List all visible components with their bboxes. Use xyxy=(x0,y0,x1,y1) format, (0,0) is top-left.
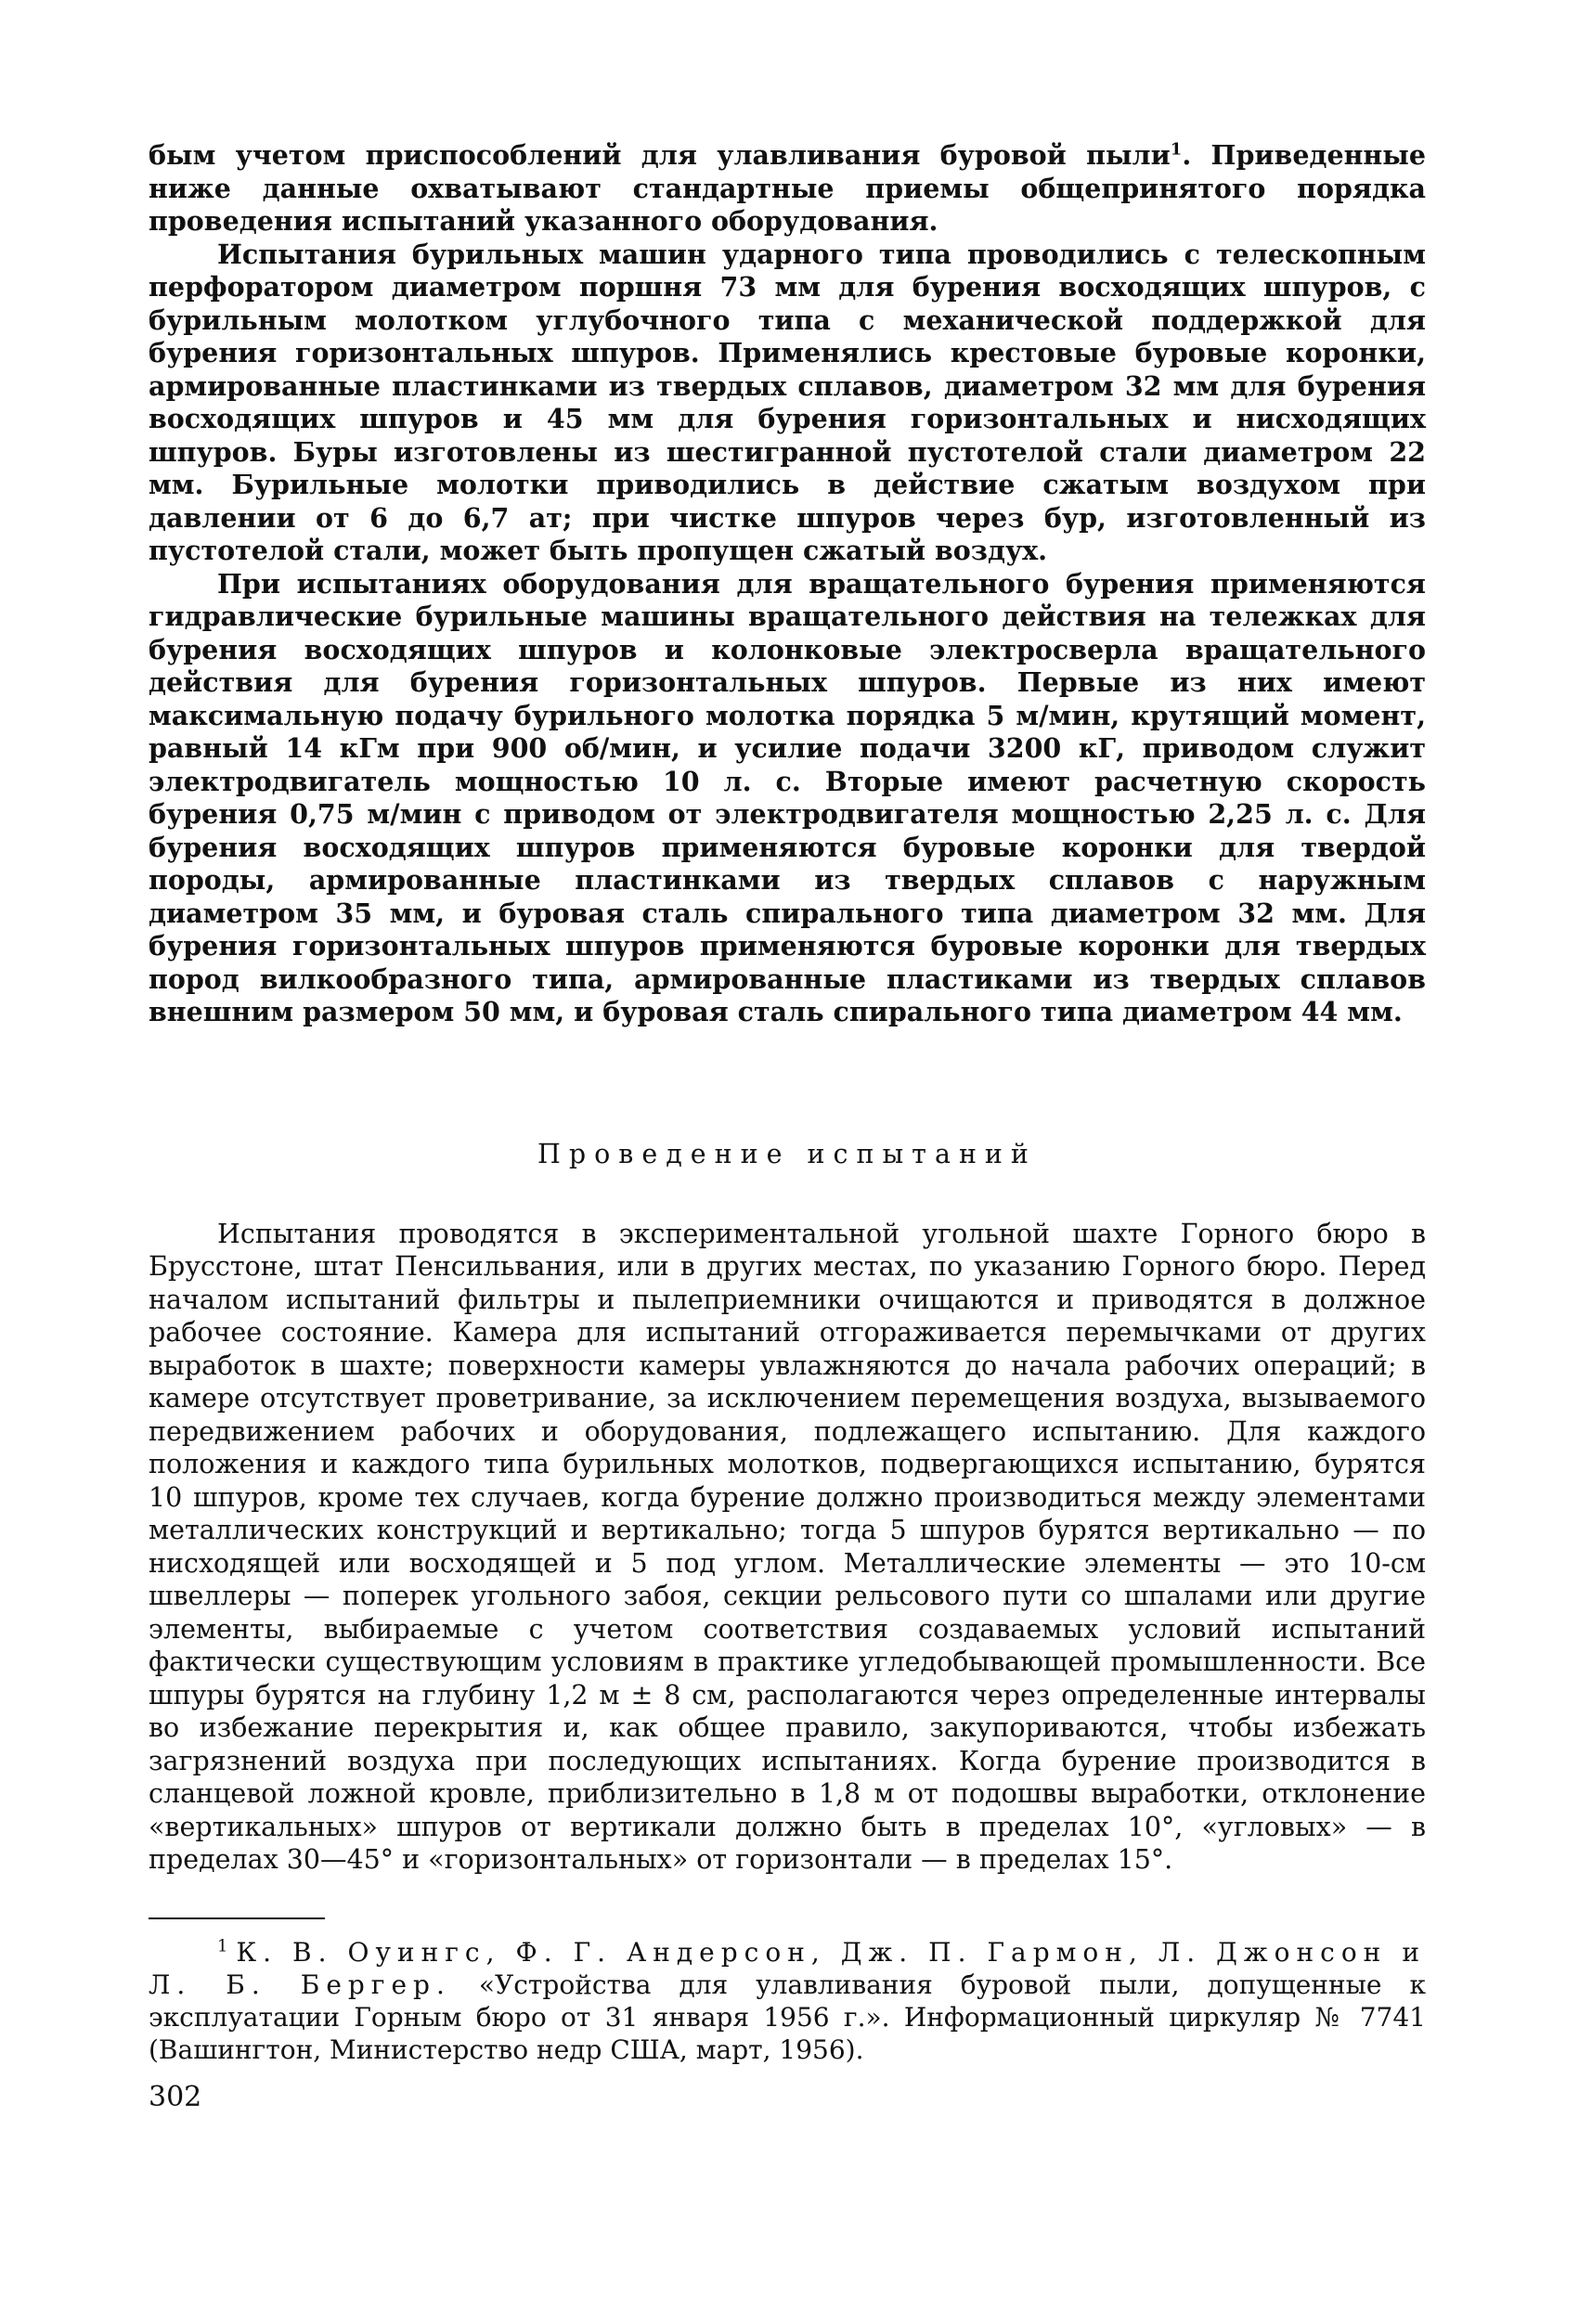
footnote-text: «Устройства для улавливания буровой пыли, допущенные к эксплуатации Горным бюро от 31 января 1956 г.». Информационный циркуляр № 7741 (Вашингтон, Министерство недр США, март, 1956). xyxy=(149,1969,1426,2065)
paragraph-intro-tail: . Приведенные ниже данные охватывают стандартные приемы общепринятого порядка проведения испытаний указанного оборудования. xyxy=(149,139,1426,237)
footnote-reference[interactable]: 1 xyxy=(1170,139,1183,160)
document-page xyxy=(149,139,1426,2113)
footnote-divider xyxy=(149,1917,325,1919)
paragraph-intro-text: бым учетом приспособлений для улавливания буровой пыли xyxy=(149,139,1171,171)
paragraph-percussion-drilling: Испытания бурильных машин ударного типа проводились с телескопным перфоратором диаметром поршня 73 мм для бурения восходящих шпуров, с бурильным молотком углубочного типа с механической поддержкой для бурения горизонтальных шпуров. Применялись крестовые буровые коронки, армированные пластинками из твердых сплавов, диаметром 32 мм для бурения восходящих шпуров и 45 мм для бурения горизонтальных и нисходящих шпуров. Буры изготовлены из шестигранной пустотелой стали диаметром 22 мм. Бурильные молотки приводились в действие сжатым воздухом при давлении от 6 до 6,7 ат; при чистке шпуров через бур, изготовленный из пустотелой стали, может быть пропущен сжатый воздух. xyxy=(149,238,1426,566)
footnote-marker: 1 xyxy=(217,1936,228,1956)
paragraph-test-procedure: Испытания проводятся в экспериментальной угольной шахте Горного бюро в Брусстоне, штат Пенсильвания, или в других местах, по указанию Горного бюро. Перед началом испытаний фильтры и пылеприемники очищаются и приводятся в должное рабочее состояние. Камера для испытаний отгораживается перемычками от других выработок в шахте; поверхности камеры увлажняются до начала рабочих операций; в камере отсутствует проветривание, за исключением перемещения воздуха, вызываемого передвижением рабочих и оборудования, подлежащего испытанию. Для каждого положения и каждого типа бурильных молотков, подвергающихся испытанию, бурятся 10 шпуров, кроме тех случаев, когда бурение должно производиться между элементами металлических конструкций и вертикально; тогда 5 шпуров бурятся вертикально — по нисходящей или восходящей и 5 под углом. Металлические элементы — это 10-см швеллеры — поперек угольного забоя, секции рельсового пути со шпалами или другие элементы, выбираемые с учетом соответствия создаваемых условий испытаний фактически существующим условиям в практике угледобывающей промышленности. Все шпуры бурятся на глубину 1,2 м ± 8 см, располагаются через определенные интервалы во избежание перекрытия и, как общее правило, закупориваются, чтобы избежать загрязнений воздуха при последующих испытаниях. Когда бурение производится в сланцевой ложной кровле, приблизительно в 1,8 м от подошвы выработки, отклонение «вертикальных» шпуров от вертикали должно быть в пределах 10°, «угловых» — в пределах 30—45° и «горизонтальных» от горизонтали — в пределах 15°. xyxy=(149,1218,1426,1875)
footnote-authors: К. В. Оуингс, Ф. Г. Андерсон, Дж. П. Гармон, Л. Джонсон и Л. Б. Бергер. xyxy=(149,1936,1426,2000)
page-number: 302 xyxy=(149,2080,202,2113)
paragraph-rotary-drilling: При испытаниях оборудования для вращательного бурения применяются гидравлические бурильные машины вращательного действия на тележках для бурения восходящих шпуров и колонковые электросверла вращательного действия для бурения горизонтальных шпуров. Первые из них имеют максимальную подачу бурильного молотка порядка 5 м/мин, крутящий момент, равный 14 кГм при 900 об/мин, и усилие подачи 3200 кГ, приводом служит электродвигатель мощностью 10 л. с. Вторые имеют расчетную скорость бурения 0,75 м/мин с приводом от электродвигателя мощностью 2,25 л. с. Для бурения восходящих шпуров применяются буровые коронки для твердой породы, армированные пластинками из твердых сплавов с наружным диаметром 35 мм, и буровая сталь спирального типа диаметром 32 мм. Для бурения горизонтальных шпуров применяются буровые коронки для твердых пород вилкообразного типа, армированные пластиками из твердых сплавов внешним размером 50 мм, и буровая сталь спирального типа диаметром 44 мм. xyxy=(149,567,1426,1027)
footnote xyxy=(149,1936,1426,2066)
paragraph-intro xyxy=(149,139,1426,239)
section-heading: Проведение испытаний xyxy=(537,1138,1037,1169)
